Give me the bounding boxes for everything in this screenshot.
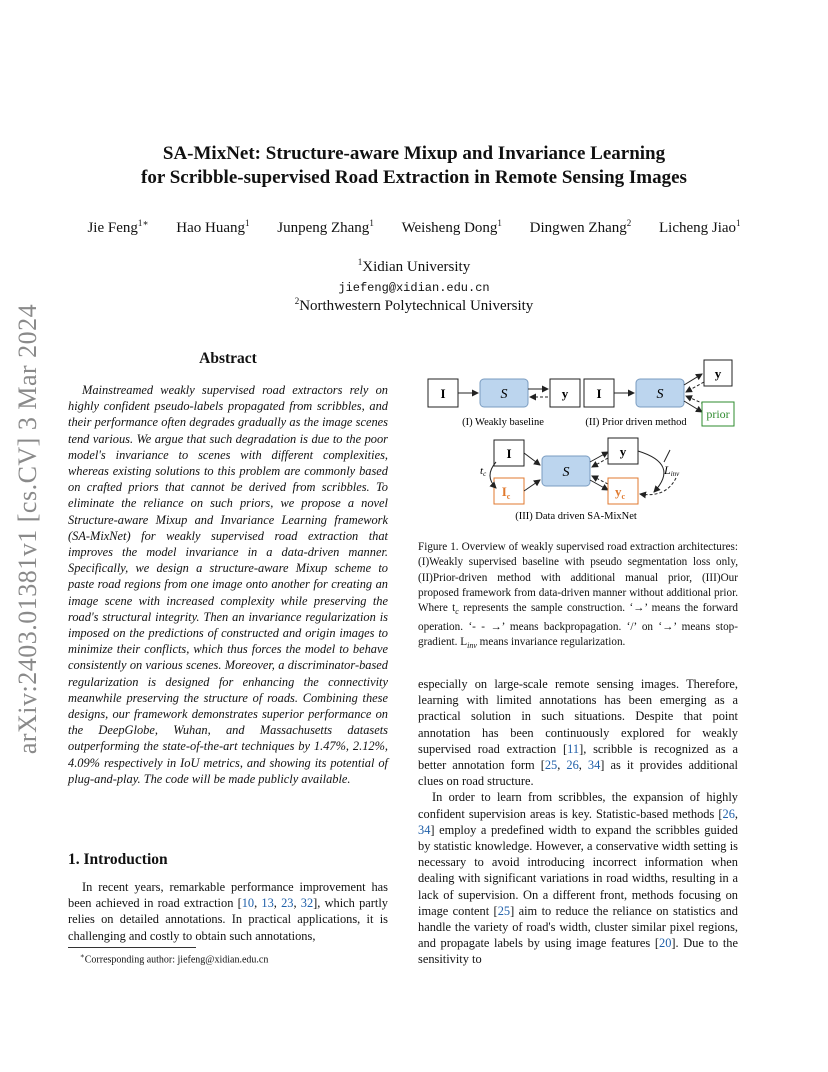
panel3-model-label: S	[562, 465, 570, 480]
right-column-body	[418, 676, 738, 968]
author: Hao Huang$^1$	[176, 218, 250, 236]
panel3-tc-label: tc	[480, 465, 487, 478]
right-paragraph-1: especially on large-scale remote sensing images. Therefore, learning with limited annotations has been emerging as a practical solution in such situations. Despite that point annotation has been continuously explored for weakly supervised road extraction [11], scribble is recognized as a better annotation form [25, 26, 34] as it provides additional clues on road structure.	[418, 677, 739, 789]
panel1-model-label: S	[500, 387, 508, 402]
panel3-stop-gradient-mark	[664, 450, 670, 462]
footnote-rule	[68, 947, 196, 948]
panel2-prior-label: prior	[706, 407, 730, 421]
figure-1-caption: Figure 1. Overview of weakly supervised road extraction architectures:(I)Weakly supervised baseline with pseudo segmentation loss only, (II)Prior-driven method with additional manual prior, (III)Our proposed framework from data-driven manner without additional prior. Where $t_c$ represents the sample construction. ‘→’ means the forward operation. ‘- - →’ means backpropagation. ‘/’ on ‘→’ means stop-gradient. $L_{inv}$ means invariance regularization.	[418, 541, 738, 651]
panel2-label-y: y	[714, 366, 722, 381]
panel3-linv-label: Linv	[664, 463, 680, 478]
panel3-constructed-label-y: $y_c$	[614, 484, 626, 501]
right-paragraph-2: In order to learn from scribbles, the expansion of highly confident supervision areas is key. Statistic-based methods [26, 34] employ a predefined width to expand the scribbles guided by statistic knowledge. However, a conservative width setting is necessary to avoid introducing incorrect information when dealing with significant variations in road widths, resulting in a lack of supervision. On a different front, methods focusing on image content [25] aim to reduce the reliance on statistics and handle the variety of road's width, cluster similar pixel regions, and propagate labels by using image features [20]. Due to the sensitivity to	[418, 790, 738, 967]
title-line-2: for Scribble-supervised Road Extraction in Remote Sensing Images	[141, 167, 687, 188]
paper-title	[60, 142, 768, 190]
panel1-subtitle: (I) Weakly baseline	[462, 417, 544, 428]
panel3-constructed-input-label: $I_c$	[501, 484, 511, 501]
author: Jie Feng$^{1∗}$	[87, 218, 149, 236]
figure-1-diagram	[418, 352, 746, 528]
panel3-to-y-arrow	[590, 452, 608, 462]
abstract-heading: Abstract	[199, 350, 257, 367]
footnote: ∗Corresponding author: jiefeng@xidian.edu.cn	[80, 952, 269, 966]
panel3-label-y: y	[619, 444, 627, 459]
affiliation-1: $^1$Xidian University	[357, 257, 471, 275]
introduction-heading: 1. Introduction	[68, 851, 168, 868]
introduction-paragraph: In recent years, remarkable performance improvement has been achieved in road extraction [10, 13, 23, 32], which partly relies on detailed annotations. In practical applications, it is challenging and costly to obtain such annotations,	[68, 880, 388, 943]
panel2-input-label: I	[596, 386, 602, 401]
author: Licheng Jiao$^1$	[658, 218, 741, 236]
title-line-1: SA-MixNet: Structure-aware Mixup and Invariance Learning	[162, 143, 666, 164]
arxiv-sidebar-id: arXiv:2403.01381v1 [cs.CV] 3 Mar 2024	[13, 303, 42, 755]
author-email: jiefeng@xidian.edu.cn	[338, 281, 490, 295]
panel3-invariance-backprop-arrow	[640, 478, 676, 495]
panel3-forward-arrow-bottom	[524, 480, 540, 491]
author: Junpeng Zhang$^1$	[277, 218, 374, 236]
panel3-input-label: I	[506, 446, 512, 461]
panel3-forward-arrow-top	[524, 453, 540, 465]
author: Weisheng Dong$^1$	[401, 218, 502, 236]
affiliation-2: $^2$Northwestern Polytechnical University	[294, 296, 534, 314]
panel2-to-y-arrow	[684, 374, 702, 385]
abstract-body: Mainstreamed weakly supervised road extractors rely on highly confident pseudo-labels propagated from scribbles, and their performance often degrades gradually as the image scenes tend various. We argue that such degradation is due to the poor model's invariance to scenes with different complexities, whereas existing solutions to this problem are commonly based on crafted priors that cannot be derived from scribbles. To eliminate the reliance on such priors, we propose a novel Structure-aware Mixup and Invariance Learning framework (SA-MixNet) for weakly supervised road extraction that improves the model invariance in a data-driven manner. Specifically, we design a structure-aware Mixup scheme to paste road regions from one image onto another for creating an image scene with increased complexity while preserving the road's structural integrity. Then an invariance regularization is imposed on the predictions of constructed and origin images to minimize their conflicts, which thus forces the model to behave consistently on various scenes. Moreover, a discriminator-based regularization is designed for enhancing the connectivity meanwhile preserving the structure of roads. Combining these designs, our framework demonstrates superior performance on the DeepGlobe, Wuhan, and Massachusetts datasets outperforming the state-of-the-art techniques by 1.47%, 2.12%, 4.09% respectively in IoU metrics, and showing its potential of plug-and-play. The code will be made publicly available.	[68, 383, 388, 786]
author: Dingwen Zhang$^2$	[529, 218, 632, 236]
panel1-label-y: y	[561, 386, 569, 401]
panel1-input-label: I	[440, 386, 446, 401]
panel2-to-prior-arrow	[684, 401, 702, 412]
panel3-subtitle: (III) Data driven SA-MixNet	[515, 511, 637, 522]
author-list	[40, 218, 788, 237]
panel3-to-yc-arrow	[590, 480, 608, 490]
panel2-from-prior-arrow	[686, 396, 704, 404]
panel2-from-y-arrow	[686, 382, 704, 392]
panel3-invariance-forward-arrow	[638, 451, 664, 492]
panel2-model-label: S	[656, 387, 664, 402]
panel2-subtitle: (II) Prior driven method	[585, 417, 687, 428]
